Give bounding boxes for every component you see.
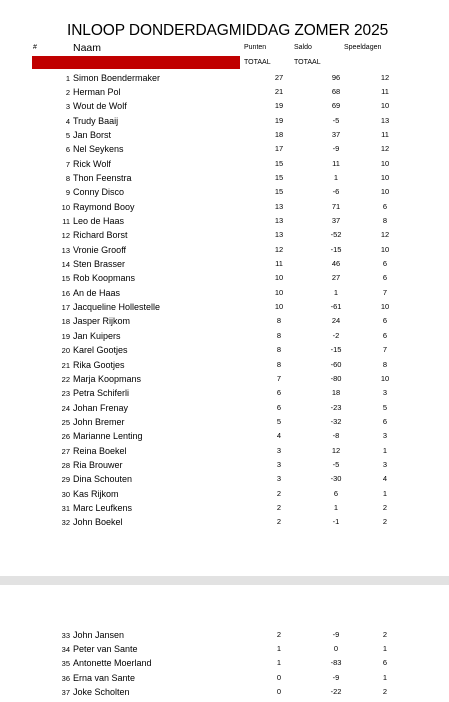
rank-cell: 12 xyxy=(61,231,70,241)
rank-cell: 35 xyxy=(61,659,70,669)
rank-cell: 17 xyxy=(61,303,70,313)
name-cell: Trudy Baaij xyxy=(73,115,119,126)
rank-cell: 27 xyxy=(61,446,70,456)
points-cell: 6 xyxy=(276,402,282,412)
rank-cell: 3 xyxy=(65,102,70,112)
saldo-cell: -83 xyxy=(330,658,342,668)
saldo-cell: 96 xyxy=(331,72,341,82)
table-row xyxy=(0,671,449,685)
speeldagen-cell: 7 xyxy=(382,287,388,297)
saldo-cell: 1 xyxy=(333,172,339,182)
table-row xyxy=(0,656,449,670)
speeldagen-cell: 1 xyxy=(382,488,388,498)
points-cell: 18 xyxy=(274,129,284,139)
points-cell: 13 xyxy=(274,216,284,225)
table-row xyxy=(0,128,449,142)
table-row xyxy=(0,372,449,386)
points-cell: 10 xyxy=(274,287,284,297)
rank-cell: 30 xyxy=(61,489,70,499)
name-cell: Marja Koopmans xyxy=(73,373,142,384)
points-cell: 12 xyxy=(274,244,284,254)
saldo-cell: -1 xyxy=(332,517,340,527)
name-cell: Erna van Sante xyxy=(73,672,136,683)
saldo-cell: 1 xyxy=(333,503,339,512)
table-row xyxy=(0,228,449,242)
saldo-cell: -5 xyxy=(332,115,340,125)
rank-cell: 7 xyxy=(65,159,70,169)
speeldagen-cell: 2 xyxy=(382,503,388,512)
saldo-cell: -15 xyxy=(330,345,342,355)
speeldagen-cell: 10 xyxy=(380,158,390,168)
points-cell: 13 xyxy=(274,201,284,211)
table-row xyxy=(0,300,449,314)
table-row xyxy=(0,415,449,429)
speeldagen-cell: 11 xyxy=(381,129,389,139)
table-row xyxy=(0,444,449,458)
rank-cell: 4 xyxy=(65,116,70,126)
points-cell: 13 xyxy=(274,230,284,240)
rank-cell: 13 xyxy=(61,245,70,255)
rank-cell: 16 xyxy=(61,288,70,298)
name-cell: Thon Feenstra xyxy=(73,172,132,183)
name-cell: Simon Boendermaker xyxy=(73,72,161,83)
table-row xyxy=(0,171,449,185)
subheader-totaal-points: TOTAAL xyxy=(244,59,271,66)
saldo-cell: -52 xyxy=(330,230,342,240)
points-cell: 8 xyxy=(276,330,282,340)
table-row xyxy=(0,200,449,214)
name-cell: Rob Koopmans xyxy=(73,273,136,284)
points-cell: 19 xyxy=(274,115,284,125)
saldo-cell: 11 xyxy=(332,158,340,168)
points-cell: 2 xyxy=(276,517,282,527)
page-title: INLOOP DONDERDAGMIDDAG ZOMER 2025 xyxy=(67,22,389,39)
name-cell: Jan Kuipers xyxy=(73,330,121,341)
table-row xyxy=(0,243,449,257)
name-cell: Kas Rijkom xyxy=(73,488,119,499)
rank-cell: 20 xyxy=(61,346,70,356)
table-row xyxy=(0,458,449,472)
table-row xyxy=(0,271,449,285)
points-cell: 8 xyxy=(276,345,282,355)
name-cell: Dina Schouten xyxy=(73,474,133,485)
table-row xyxy=(0,429,449,443)
name-cell: Leo de Haas xyxy=(73,216,125,226)
saldo-cell: -30 xyxy=(330,474,342,484)
name-cell: Reina Boekel xyxy=(73,445,127,456)
name-cell: Joke Scholten xyxy=(73,686,130,697)
rank-cell: 19 xyxy=(61,331,70,341)
name-cell: Nel Seykens xyxy=(73,144,124,155)
table-row xyxy=(0,85,449,99)
name-cell: Vronie Grooff xyxy=(73,244,127,255)
speeldagen-cell: 10 xyxy=(380,187,390,197)
speeldagen-cell: 6 xyxy=(382,259,388,269)
speeldagen-cell: 3 xyxy=(382,431,388,441)
rank-cell: 28 xyxy=(61,460,70,470)
name-cell: Jasper Rijkom xyxy=(73,316,131,327)
name-cell: Richard Borst xyxy=(73,230,128,241)
points-cell: 3 xyxy=(276,474,282,484)
saldo-cell: 37 xyxy=(331,216,341,225)
name-cell: Johan Frenay xyxy=(73,402,129,413)
speeldagen-cell: 6 xyxy=(382,273,388,283)
name-cell: Raymond Booy xyxy=(73,201,135,212)
table-row xyxy=(0,401,449,415)
name-cell: Ria Brouwer xyxy=(73,459,123,470)
saldo-cell: 24 xyxy=(331,316,341,326)
speeldagen-cell: 6 xyxy=(382,330,388,340)
speeldagen-cell: 10 xyxy=(380,373,390,383)
points-cell: 8 xyxy=(276,359,282,369)
points-cell: 17 xyxy=(274,144,284,154)
points-cell: 15 xyxy=(274,187,284,197)
speeldagen-cell: 8 xyxy=(382,359,388,369)
rank-cell: 24 xyxy=(61,403,70,413)
saldo-cell: 18 xyxy=(331,388,341,398)
table-row xyxy=(0,314,449,328)
rank-cell: 25 xyxy=(61,417,70,427)
speeldagen-cell: 12 xyxy=(380,72,390,82)
speeldagen-cell: 10 xyxy=(380,101,390,111)
rank-cell: 14 xyxy=(61,260,70,270)
name-cell: John Jansen xyxy=(73,629,125,640)
rank-cell: 21 xyxy=(61,360,70,370)
points-cell: 2 xyxy=(276,503,282,512)
name-cell: Antonette Moerland xyxy=(73,658,152,669)
speeldagen-cell: 11 xyxy=(381,86,389,96)
speeldagen-cell: 6 xyxy=(382,658,388,668)
name-cell: Conny Disco xyxy=(73,187,125,198)
table-row xyxy=(0,257,449,271)
header-color-bar xyxy=(32,56,240,69)
saldo-cell: -80 xyxy=(330,373,342,383)
name-cell: Marc Leufkens xyxy=(73,503,133,513)
saldo-cell: -32 xyxy=(330,416,342,426)
points-cell: 21 xyxy=(274,86,284,96)
table-row xyxy=(0,214,449,228)
table-row xyxy=(0,358,449,372)
speeldagen-cell: 12 xyxy=(380,144,390,154)
table-row xyxy=(0,515,449,529)
column-header-rank: # xyxy=(33,44,37,51)
rank-cell: 8 xyxy=(65,173,70,183)
rank-cell: 34 xyxy=(61,644,70,654)
name-cell: Rika Gootjes xyxy=(73,359,125,370)
rank-cell: 33 xyxy=(61,630,70,640)
rank-cell: 6 xyxy=(65,145,70,155)
saldo-cell: -9 xyxy=(332,629,340,639)
name-cell: Rick Wolf xyxy=(73,158,111,169)
points-cell: 6 xyxy=(276,388,282,398)
name-cell: John Bremer xyxy=(73,416,125,427)
rank-cell: 31 xyxy=(61,504,70,513)
saldo-cell: -9 xyxy=(332,672,340,682)
rank-cell: 11 xyxy=(62,217,70,226)
saldo-cell: 71 xyxy=(331,201,341,211)
rank-cell: 29 xyxy=(61,475,70,485)
points-cell: 8 xyxy=(276,316,282,326)
name-cell: John Boekel xyxy=(73,517,123,528)
table-row xyxy=(0,99,449,113)
speeldagen-cell: 6 xyxy=(382,201,388,211)
rank-cell: 1 xyxy=(65,73,70,83)
saldo-cell: 68 xyxy=(331,86,341,96)
rank-cell: 36 xyxy=(61,673,70,683)
saldo-cell: -15 xyxy=(330,244,342,254)
rank-cell: 23 xyxy=(61,389,70,399)
table-row xyxy=(0,487,449,501)
saldo-cell: 12 xyxy=(331,445,341,455)
page-break-divider xyxy=(0,576,449,585)
speeldagen-cell: 7 xyxy=(382,345,388,355)
points-cell: 19 xyxy=(274,101,284,111)
saldo-cell: -22 xyxy=(330,686,342,696)
points-cell: 3 xyxy=(276,459,282,469)
saldo-cell: -23 xyxy=(330,402,342,412)
saldo-cell: 46 xyxy=(331,259,341,269)
points-cell: 10 xyxy=(274,302,284,312)
saldo-cell: 0 xyxy=(333,643,339,653)
speeldagen-cell: 10 xyxy=(380,302,390,312)
name-cell: Sten Brasser xyxy=(73,259,126,270)
rank-cell: 22 xyxy=(61,374,70,384)
table-row xyxy=(0,185,449,199)
rank-cell: 32 xyxy=(61,518,70,528)
speeldagen-cell: 2 xyxy=(382,686,388,696)
speeldagen-cell: 2 xyxy=(382,629,388,639)
saldo-cell: -60 xyxy=(330,359,342,369)
rank-cell: 5 xyxy=(65,130,70,140)
speeldagen-cell: 1 xyxy=(382,445,388,455)
saldo-cell: 27 xyxy=(331,273,341,283)
name-cell: Marianne Lenting xyxy=(73,431,143,442)
speeldagen-cell: 6 xyxy=(382,416,388,426)
rank-cell: 2 xyxy=(65,87,70,97)
name-cell: Herman Pol xyxy=(73,86,121,97)
name-cell: Jacqueline Hollestelle xyxy=(73,302,161,313)
table-row xyxy=(0,142,449,156)
rank-cell: 9 xyxy=(65,188,70,198)
speeldagen-cell: 4 xyxy=(382,474,388,484)
speeldagen-cell: 6 xyxy=(382,316,388,326)
points-cell: 15 xyxy=(274,158,284,168)
saldo-cell: -61 xyxy=(330,302,342,312)
column-header-points: Punten xyxy=(244,44,267,51)
speeldagen-cell: 2 xyxy=(382,517,388,527)
name-cell: Karel Gootjes xyxy=(73,345,128,356)
table-row xyxy=(0,386,449,400)
points-cell: 15 xyxy=(274,172,284,182)
points-cell: 5 xyxy=(276,416,282,426)
name-cell: An de Haas xyxy=(73,287,121,298)
points-cell: 4 xyxy=(276,431,282,441)
rank-cell: 15 xyxy=(61,274,70,284)
table-row xyxy=(0,329,449,343)
speeldagen-cell: 13 xyxy=(380,115,390,125)
name-cell: Jan Borst xyxy=(73,129,112,140)
speeldagen-cell: 3 xyxy=(382,459,388,469)
points-cell: 2 xyxy=(276,488,282,498)
points-cell: 1 xyxy=(276,643,282,653)
points-cell: 10 xyxy=(274,273,284,283)
rank-cell: 10 xyxy=(61,202,70,212)
speeldagen-cell: 1 xyxy=(382,672,388,682)
table-row xyxy=(0,472,449,486)
saldo-cell: -9 xyxy=(332,144,340,154)
table-row xyxy=(0,71,449,85)
points-cell: 3 xyxy=(276,445,282,455)
subheader-totaal-saldo: TOTAAL xyxy=(294,59,321,66)
table-row xyxy=(0,157,449,171)
points-cell: 0 xyxy=(276,686,282,696)
points-cell: 7 xyxy=(276,373,282,383)
speeldagen-cell: 8 xyxy=(382,216,388,225)
table-row xyxy=(0,501,449,515)
saldo-cell: -5 xyxy=(332,459,340,469)
saldo-cell: 1 xyxy=(333,287,339,297)
table-row xyxy=(0,114,449,128)
saldo-cell: -8 xyxy=(332,431,340,441)
saldo-cell: -6 xyxy=(332,187,340,197)
column-header-saldo: Saldo xyxy=(294,44,312,51)
column-header-name: Naam xyxy=(73,42,102,54)
name-cell: Peter van Sante xyxy=(73,643,138,654)
speeldagen-cell: 3 xyxy=(382,388,388,398)
table-row xyxy=(0,286,449,300)
table-row xyxy=(0,628,449,642)
name-cell: Wout de Wolf xyxy=(73,101,127,112)
saldo-cell: 37 xyxy=(331,129,341,139)
rank-cell: 26 xyxy=(61,432,70,442)
speeldagen-cell: 10 xyxy=(380,244,390,254)
speeldagen-cell: 1 xyxy=(382,643,388,653)
saldo-cell: -2 xyxy=(332,330,340,340)
speeldagen-cell: 5 xyxy=(382,402,388,412)
column-header-speeldagen: Speeldagen xyxy=(344,44,382,51)
table-row xyxy=(0,685,449,699)
rank-cell: 18 xyxy=(61,317,70,327)
saldo-cell: 6 xyxy=(333,488,339,498)
speeldagen-cell: 12 xyxy=(380,230,390,240)
table-row xyxy=(0,343,449,357)
points-cell: 27 xyxy=(274,72,284,82)
points-cell: 11 xyxy=(275,259,283,269)
points-cell: 1 xyxy=(276,658,282,668)
name-cell: Petra Schiferli xyxy=(73,388,130,399)
points-cell: 0 xyxy=(276,672,282,682)
saldo-cell: 69 xyxy=(331,101,341,111)
points-cell: 2 xyxy=(276,629,282,639)
rank-cell: 37 xyxy=(61,687,70,697)
speeldagen-cell: 10 xyxy=(380,172,390,182)
table-row xyxy=(0,642,449,656)
